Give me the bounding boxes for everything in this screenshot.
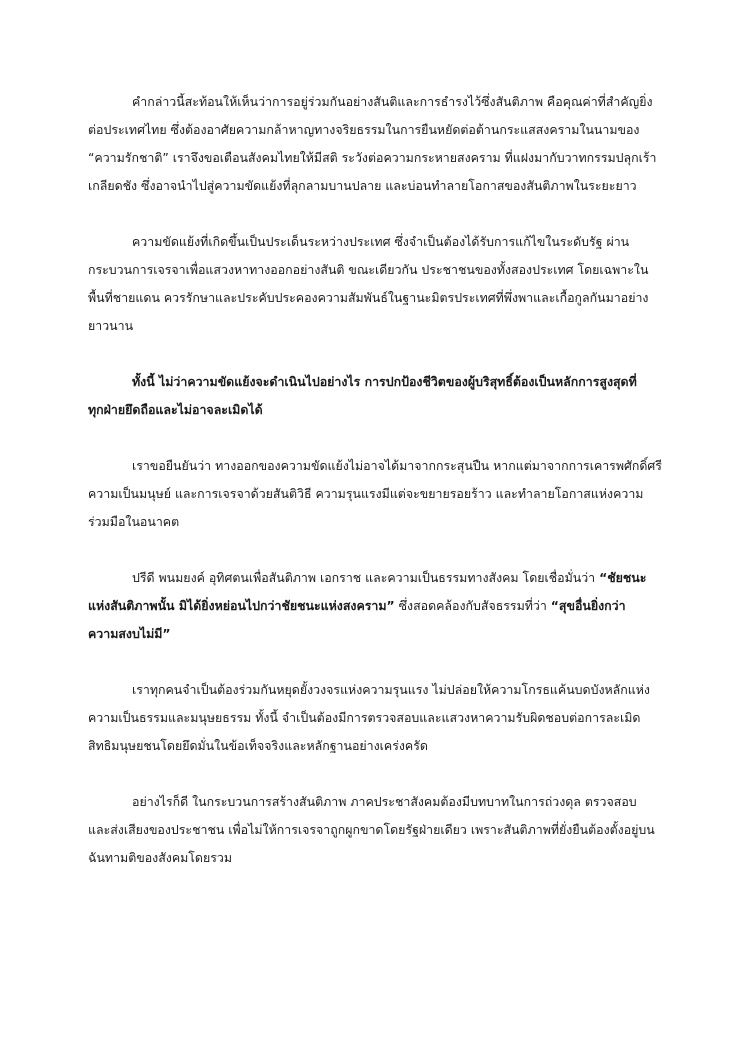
paragraph-line: เกลียดชัง ซึ่งอาจนำไปสู่ความขัดแย้งที่ลุกลามบานปลาย และบ่อนทำลายโอกาสของสันติภาพในระยะยาว <box>88 178 637 193</box>
quote-lead-text: ปรีดี พนมยงค์ อุทิศตนเพื่อสันติภาพ เอกราช และความเป็นธรรมทางสังคม โดยเชื่อมั่นว่า <box>132 570 600 585</box>
document-page <box>88 88 666 900</box>
paragraph-line: ความเป็นมนุษย์ และการเจรจาด้วยสันติวิธี ความรุนแรงมีแต่จะขยายรอยร้าว และทำลายโอกาสแห่งความ <box>88 486 644 501</box>
paragraph-line: ทั้งนี้ ไม่ว่าความขัดแย้งจะดำเนินไปอย่างไร การปกป้องชีวิตของผู้บริสุทธิ์ต้องเป็นหลักการสูงสุดที่ <box>132 374 637 389</box>
quote-bold-text: “ชัยชนะ <box>599 570 647 585</box>
quote-bold-text: แห่งสันติภาพนั้น มิได้ยิ่งหย่อนไปกว่าชัยชนะแห่งสงคราม” <box>88 598 395 613</box>
paragraph-1 <box>88 88 666 200</box>
paragraph-line: เราขอยืนยันว่า ทางออกของความขัดแย้งไม่อาจได้มาจากกระสุนปืน หากแต่มาจากการเคารพศักดิ์ศรี <box>132 458 662 473</box>
paragraph-7 <box>88 788 666 872</box>
paragraph-line: และส่งเสียงของประชาชน เพื่อไม่ให้การเจรจาถูกผูกขาดโดยรัฐฝ่ายเดียว เพราะสันติภาพที่ยั่งยืนต้องตั้งอยู่บน <box>88 822 655 837</box>
paragraph-line: ยาวนาน <box>88 318 134 333</box>
paragraph-2 <box>88 228 666 340</box>
quote-connector-text: ซึ่งสอดคล้องกับสัจธรรมที่ว่า <box>394 598 551 613</box>
paragraph-3-bold-statement <box>88 368 666 424</box>
paragraph-line: สิทธิมนุษยชนโดยยึดมั่นในข้อเท็จจริงและหลักฐานอย่างเคร่งครัด <box>88 738 428 753</box>
paragraph-5-quote <box>88 564 666 648</box>
paragraph-line: ทุกฝ่ายยึดถือและไม่อาจละเมิดได้ <box>88 402 263 417</box>
paragraph-line: คำกล่าวนี้สะท้อนให้เห็นว่าการอยู่ร่วมกันอย่างสันติและการธำรงไว้ซึ่งสันติภาพ คือคุณค่าที่สำคัญยิ่ง <box>132 94 653 109</box>
paragraph-line: ฉันทามติของสังคมโดยรวม <box>88 850 233 865</box>
paragraph-4 <box>88 452 666 536</box>
paragraph-line <box>88 564 666 592</box>
paragraph-line: พื้นที่ชายแดน ควรรักษาและประคับประคองความสัมพันธ์ในฐานะมิตรประเทศที่พึ่งพาและเกื้อกูลกันมาอย่าง <box>88 290 649 305</box>
paragraph-line <box>88 592 666 620</box>
paragraph-6 <box>88 676 666 760</box>
paragraph-line: ต่อประเทศไทย ซึ่งต้องอาศัยความกล้าหาญทางจริยธรรมในการยืนหยัดต่อต้านกระแสสงครามในนามของ <box>88 122 640 137</box>
paragraph-line <box>88 620 666 648</box>
paragraph-line: “ความรักชาติ” เราจึงขอเตือนสังคมไทยให้มีสติ ระวังต่อความกระหายสงคราม ที่แฝงมากับวาทกรรมปลุกเร้า <box>88 150 657 165</box>
paragraph-line: กระบวนการเจรจาเพื่อแสวงหาทางออกอย่างสันติ ขณะเดียวกัน ประชาชนของทั้งสองประเทศ โดยเฉพาะใน <box>88 262 649 277</box>
paragraph-line: ความขัดแย้งที่เกิดขึ้นเป็นประเด็นระหว่างประเทศ ซึ่งจำเป็นต้องได้รับการแก้ไขในระดับรัฐ ผ่าน <box>132 234 630 249</box>
quote-bold-text: “สุขอื่นยิ่งกว่า <box>550 598 626 613</box>
paragraph-line: ร่วมมือในอนาคต <box>88 514 180 529</box>
paragraph-line: อย่างไรก็ดี ในกระบวนการสร้างสันติภาพ ภาคประชาสังคมต้องมีบทบาทในการถ่วงดุล ตรวจสอบ <box>132 794 637 809</box>
paragraph-line: เราทุกคนจำเป็นต้องร่วมกันหยุดยั้งวงจรแห่งความรุนแรง ไม่ปล่อยให้ความโกรธแค้นบดบังหลักแห่ง <box>132 682 650 697</box>
paragraph-line: ความเป็นธรรมและมนุษยธรรม ทั้งนี้ จำเป็นต้องมีการตรวจสอบและแสวงหาความรับผิดชอบต่อการละเมิด <box>88 710 641 725</box>
quote-bold-text: ความสงบไม่มี” <box>88 626 171 641</box>
